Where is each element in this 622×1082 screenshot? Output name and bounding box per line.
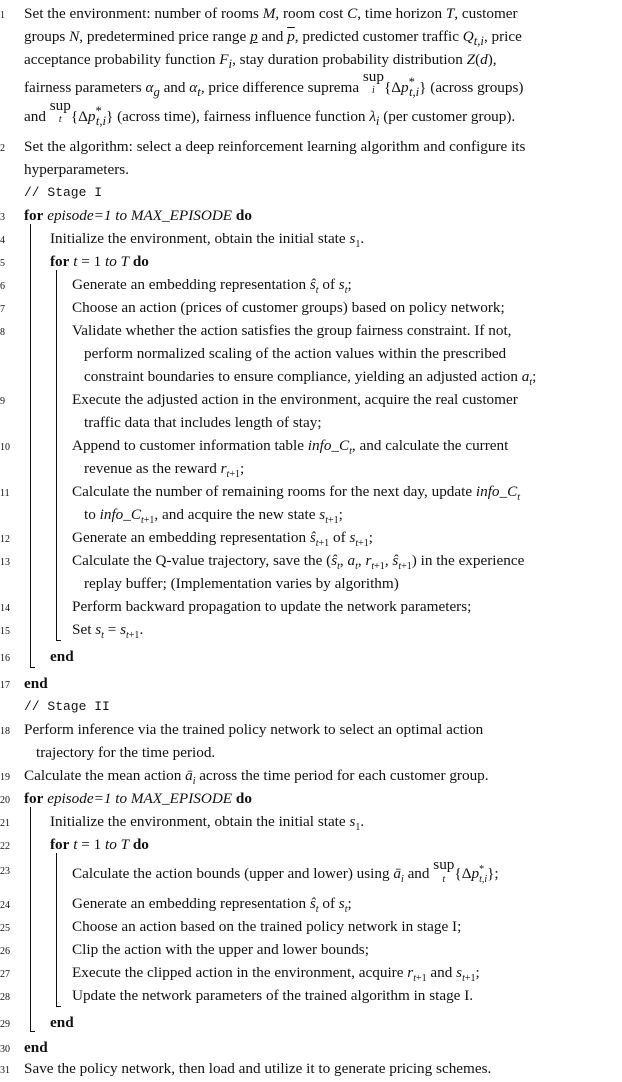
line-number: 18 bbox=[0, 726, 10, 737]
line-text: and sup t $\{\Delta p^*_{t,i}\}$ (across time), fairness influence function $\lambda_i$ (per customer group). bbox=[24, 97, 516, 129]
line-number: 5 bbox=[0, 258, 5, 269]
block-bar bbox=[56, 270, 57, 641]
line-text: for t = 1 to T do bbox=[50, 836, 149, 853]
line-number: 14 bbox=[0, 603, 10, 614]
line-text: Generate an embedding representation $ŝ_t$ of $s_t$; bbox=[72, 895, 352, 916]
line-text: groups N, predetermined price range p and $\overline{p}$, predicted customer traffic $Q_{t,i}$, price bbox=[24, 28, 522, 49]
line-number: 22 bbox=[0, 841, 10, 852]
stage-comment: // Stage II bbox=[24, 699, 110, 714]
line-text: Clip the action with the upper and lower bounds; bbox=[72, 941, 369, 958]
line-text: end bbox=[50, 648, 74, 665]
line-text: Set the algorithm: select a deep reinforcement learning algorithm and configure its bbox=[24, 138, 526, 155]
line-text: Initialize the environment, obtain the initial state $s_1$. bbox=[50, 230, 365, 251]
line-text: hyperparameters. bbox=[24, 161, 129, 178]
line-number: 2 bbox=[0, 143, 5, 154]
line-text: end bbox=[24, 675, 48, 692]
line-text: Choose an action (prices of customer groups) based on policy network; bbox=[72, 299, 505, 316]
line-text: Calculate the mean action $ā_i$ across the time period for each customer group. bbox=[24, 767, 489, 788]
line-text: Set the environment: number of rooms M, room cost C, time horizon T, customer bbox=[24, 5, 518, 22]
line-text: Choose an action based on the trained policy network in stage I; bbox=[72, 918, 462, 935]
line-text: Execute the clipped action in the environment, acquire $r_{t+1}$ and $s_{t+1}$; bbox=[72, 964, 480, 985]
line-number: 9 bbox=[0, 396, 5, 407]
line-text: Perform inference via the trained policy network to select an optimal action bbox=[24, 721, 484, 738]
line-text: Calculate the action bounds (upper and lower) using $ā_i$ and sup t $\{\Delta p^*_{t,i}\}$; bbox=[72, 856, 499, 886]
line-number: 1 bbox=[0, 10, 5, 21]
line-text: to $info\_C_{t+1}$, and acquire the new state $s_{t+1}$; bbox=[84, 506, 343, 527]
line-text: for episode=1 to MAX_EPISODE do bbox=[24, 207, 252, 224]
line-number: 12 bbox=[0, 534, 10, 545]
line-number: 10 bbox=[0, 442, 10, 453]
line-text: end bbox=[50, 1014, 74, 1031]
stage-comment: // Stage I bbox=[24, 185, 103, 200]
line-text: Initialize the environment, obtain the initial state $s_1$. bbox=[50, 813, 365, 834]
line-number: 8 bbox=[0, 327, 5, 338]
line-number: 24 bbox=[0, 900, 10, 911]
line-text: end bbox=[24, 1039, 48, 1056]
line-number: 6 bbox=[0, 281, 5, 292]
line-number: 23 bbox=[0, 866, 10, 877]
line-number: 27 bbox=[0, 969, 10, 980]
line-text: Perform backward propagation to update the network parameters; bbox=[72, 598, 472, 615]
line-text: Execute the adjusted action in the environment, acquire the real customer bbox=[72, 391, 518, 408]
line-number: 19 bbox=[0, 772, 10, 783]
line-text: acceptance probability function $F_i$, stay duration probability distribution Z(d), bbox=[24, 51, 497, 72]
line-text: for episode=1 to MAX_EPISODE do bbox=[24, 790, 252, 807]
line-number: 29 bbox=[0, 1019, 10, 1030]
line-number: 28 bbox=[0, 992, 10, 1003]
line-number: 16 bbox=[0, 653, 10, 664]
line-number: 15 bbox=[0, 626, 10, 637]
line-number: 11 bbox=[0, 488, 10, 499]
line-text: constraint boundaries to ensure compliance, yielding an adjusted action $a_t$; bbox=[84, 368, 537, 389]
block-bar bbox=[30, 224, 31, 668]
line-number: 4 bbox=[0, 235, 5, 246]
block-bar-end bbox=[56, 640, 61, 641]
line-text: trajectory for the time period. bbox=[36, 744, 216, 761]
line-number: 26 bbox=[0, 946, 10, 957]
line-number: 7 bbox=[0, 304, 5, 315]
line-number: 20 bbox=[0, 795, 10, 806]
line-number: 21 bbox=[0, 818, 10, 829]
line-number: 3 bbox=[0, 212, 5, 223]
line-number: 31 bbox=[0, 1065, 10, 1076]
line-number: 30 bbox=[0, 1044, 10, 1055]
line-text: Validate whether the action satisfies the group fairness constraint. If not, bbox=[72, 322, 512, 339]
block-bar-end bbox=[30, 1031, 35, 1032]
line-text: revenue as the reward $r_{t+1}$; bbox=[84, 460, 245, 481]
line-text: for t = 1 to T do bbox=[50, 253, 149, 270]
line-text: Append to customer information table $info\_C_t$, and calculate the current bbox=[72, 437, 509, 458]
line-text: perform normalized scaling of the action values within the prescribed bbox=[84, 345, 507, 362]
line-number: 25 bbox=[0, 923, 10, 934]
line-text: Update the network parameters of the trained algorithm in stage I. bbox=[72, 987, 474, 1004]
line-text: replay buffer; (Implementation varies by algorithm) bbox=[84, 575, 399, 592]
line-text: Set $s_t = s_{t+1}$. bbox=[72, 621, 144, 642]
line-number: 17 bbox=[0, 680, 10, 691]
line-text: Calculate the number of remaining rooms for the next day, update $info\_C_t$ bbox=[72, 483, 521, 504]
block-bar-end bbox=[30, 667, 35, 668]
line-text: Generate an embedding representation $ŝ_{t+1}$ of $s_{t+1}$; bbox=[72, 529, 374, 550]
block-bar-end bbox=[56, 1006, 61, 1007]
line-number: 13 bbox=[0, 557, 10, 568]
line-text: fairness parameters $\alpha_g$ and $\alpha_t$, price difference suprema sup i $\{\Delta p^*_{t,i}\}$ (across groups) bbox=[24, 68, 524, 100]
line-text: Generate an embedding representation $ŝ_t$ of $s_t$; bbox=[72, 276, 352, 297]
line-text: Calculate the Q-value trajectory, save the ($ŝ_t$, $a_t$, $r_{t+1}$, $ŝ_{t+1}$) in the experience bbox=[72, 552, 525, 573]
block-bar bbox=[56, 853, 57, 1007]
block-bar bbox=[30, 807, 31, 1032]
line-text: Save the policy network, then load and utilize it to generate pricing schemes. bbox=[24, 1060, 492, 1077]
line-text: traffic data that includes length of stay; bbox=[84, 414, 322, 431]
